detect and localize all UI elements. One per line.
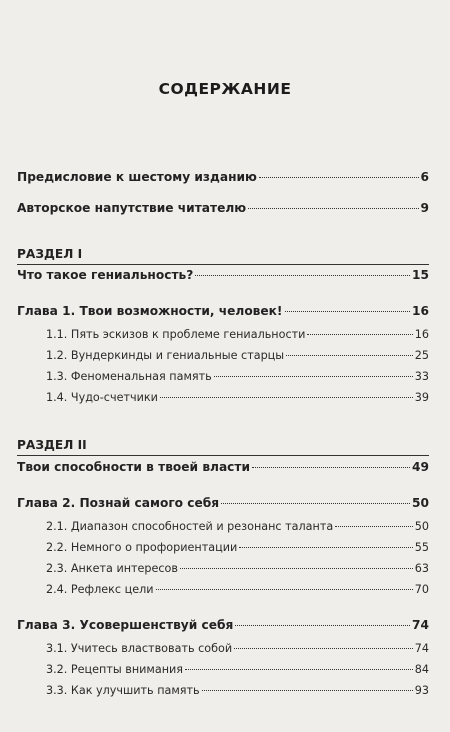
toc-entry-label: Глава 3. Усовершенствуй себя bbox=[17, 618, 234, 632]
toc-entry-label: 1.1. Пять эскизов к проблеме гениальности bbox=[46, 328, 306, 341]
toc-entry-page: 15 bbox=[412, 268, 429, 282]
toc-entry-label: 1.2. Вундеркинды и гениальные старцы bbox=[46, 349, 285, 362]
leader-dots bbox=[239, 547, 413, 548]
toc-entry-label: 1.4. Чудо-счетчики bbox=[46, 391, 158, 404]
toc-entry-page: 16 bbox=[414, 328, 429, 341]
page-title: СОДЕРЖАНИЕ bbox=[158, 80, 292, 98]
toc-entry-label: Твои способности в твоей власти bbox=[17, 460, 251, 474]
toc-entry-page: 84 bbox=[414, 663, 429, 676]
leader-dots bbox=[202, 690, 413, 691]
toc-entry-label: 2.3. Анкета интересов bbox=[46, 562, 178, 575]
toc-entry-label: 3.1. Учитесь властвовать собой bbox=[46, 642, 233, 655]
toc-entry-2-4 bbox=[46, 583, 429, 596]
toc-entry-label: 1.3. Феноменальная память bbox=[46, 370, 212, 383]
leader-dots bbox=[307, 334, 412, 335]
leader-dots bbox=[286, 355, 413, 356]
leader-dots bbox=[156, 589, 413, 590]
toc-entry-page: 25 bbox=[414, 349, 429, 362]
leader-dots bbox=[195, 275, 410, 276]
leader-dots bbox=[214, 376, 413, 377]
toc-entry-label: Глава 2. Познай самого себя bbox=[17, 496, 220, 510]
leader-dots bbox=[248, 208, 418, 209]
leader-dots bbox=[335, 526, 413, 527]
toc-entry-page: 49 bbox=[412, 460, 429, 474]
toc-entry-label: 2.4. Рефлекс цели bbox=[46, 583, 154, 596]
leader-dots bbox=[235, 625, 410, 626]
toc-entry-label: 3.2. Рецепты внимания bbox=[46, 663, 184, 676]
leader-dots bbox=[180, 568, 413, 569]
section-rule bbox=[17, 455, 429, 456]
toc-entry-1-2 bbox=[46, 349, 429, 362]
toc-entry-part2-title bbox=[17, 460, 429, 474]
toc-entry-label: Предисловие к шестому изданию bbox=[17, 170, 257, 184]
toc-entry-chapter1 bbox=[17, 304, 429, 318]
toc-entry-page: 16 bbox=[412, 304, 429, 318]
toc-entry-label: 2.1. Диапазон способностей и резонанс таланта bbox=[46, 520, 334, 533]
toc-entry-3-3 bbox=[46, 684, 429, 697]
toc-entry-page: 50 bbox=[412, 496, 429, 510]
toc-entry-part1-title bbox=[17, 268, 429, 282]
toc-entry-label: 3.3. Как улучшить память bbox=[46, 684, 200, 697]
toc-entry-2-1 bbox=[46, 520, 429, 533]
leader-dots bbox=[252, 467, 410, 468]
toc-entry-page: 93 bbox=[414, 684, 429, 697]
leader-dots bbox=[234, 648, 413, 649]
toc-entry-1-1 bbox=[46, 328, 429, 341]
section-heading-part2: РАЗДЕЛ II bbox=[17, 438, 87, 452]
toc-entry-page: 6 bbox=[420, 170, 429, 184]
toc-entry-3-1 bbox=[46, 642, 429, 655]
toc-entry-1-3 bbox=[46, 370, 429, 383]
toc-entry-2-2 bbox=[46, 541, 429, 554]
toc-entry-label: 2.2. Немного о профориентации bbox=[46, 541, 238, 554]
toc-entry-1-4 bbox=[46, 391, 429, 404]
toc-entry-3-2 bbox=[46, 663, 429, 676]
section-heading-part1: РАЗДЕЛ I bbox=[17, 247, 83, 261]
toc-entry-page: 55 bbox=[414, 541, 429, 554]
toc-entry-page: 9 bbox=[420, 201, 429, 215]
leader-dots bbox=[259, 177, 419, 178]
toc-entry-chapter2 bbox=[17, 496, 429, 510]
toc-entry-page: 50 bbox=[414, 520, 429, 533]
toc-entry-label: Что такое гениальность? bbox=[17, 268, 194, 282]
leader-dots bbox=[160, 397, 413, 398]
toc-entry-preface bbox=[17, 170, 429, 184]
toc-entry-2-3 bbox=[46, 562, 429, 575]
toc-entry-author-note bbox=[17, 201, 429, 215]
leader-dots bbox=[285, 311, 411, 312]
section-rule bbox=[17, 264, 429, 265]
toc-entry-label: Авторское напутствие читателю bbox=[17, 201, 247, 215]
toc-entry-page: 33 bbox=[414, 370, 429, 383]
toc-entry-page: 39 bbox=[414, 391, 429, 404]
toc-entry-page: 63 bbox=[414, 562, 429, 575]
toc-entry-label: Глава 1. Твои возможности, человек! bbox=[17, 304, 283, 318]
toc-entry-chapter3 bbox=[17, 618, 429, 632]
toc-entry-page: 70 bbox=[414, 583, 429, 596]
leader-dots bbox=[185, 669, 413, 670]
toc-entry-page: 74 bbox=[412, 618, 429, 632]
toc-entry-page: 74 bbox=[414, 642, 429, 655]
leader-dots bbox=[221, 503, 410, 504]
